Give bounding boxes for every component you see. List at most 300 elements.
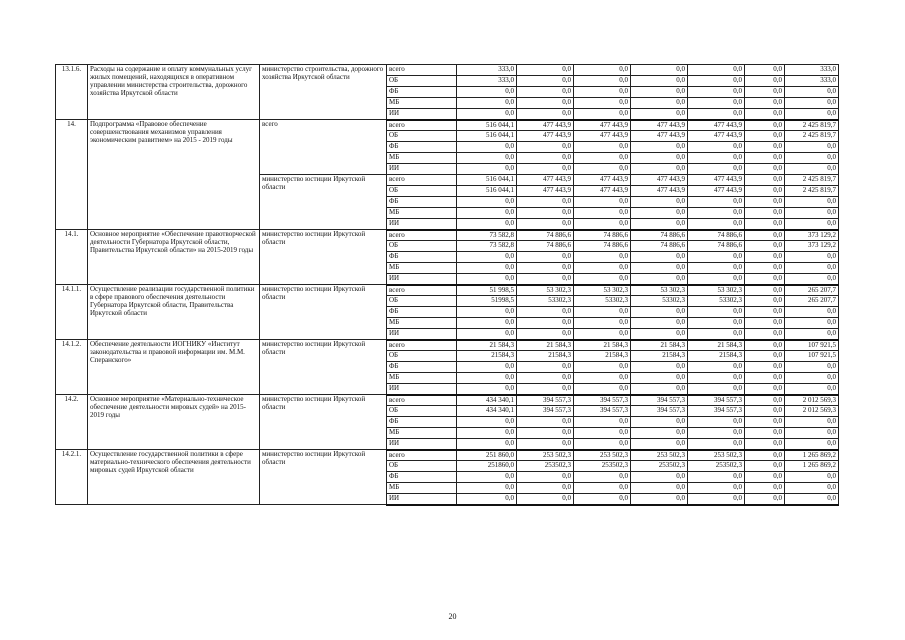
amount-cell: 2 425 819,7 bbox=[785, 120, 839, 131]
amount-cell: 253 502,3 bbox=[631, 450, 688, 461]
amount-cell: 0,0 bbox=[785, 329, 839, 340]
amount-cell: 0,0 bbox=[688, 373, 745, 384]
amount-cell: 0,0 bbox=[631, 76, 688, 87]
amount-cell: 2 425 819,7 bbox=[785, 175, 839, 186]
activity-name: Основное мероприятие «Обеспечение правотворческой деятельности Губернатора Иркутской области, Правительства Иркутской области» на 2015-2019 годы bbox=[88, 230, 260, 285]
amount-cell: 107 921,5 bbox=[785, 340, 839, 351]
amount-cell: 0,0 bbox=[785, 483, 839, 494]
amount-cell: 477 443,9 bbox=[631, 186, 688, 197]
amount-cell: 0,0 bbox=[574, 76, 631, 87]
amount-cell: 516 044,1 bbox=[457, 120, 517, 131]
amount-cell: 51998,5 bbox=[457, 296, 517, 307]
amount-cell: 0,0 bbox=[517, 373, 574, 384]
amount-cell: 0,0 bbox=[745, 197, 785, 208]
amount-cell: 0,0 bbox=[517, 274, 574, 285]
amount-cell: 74 886,6 bbox=[688, 241, 745, 252]
activity-name: Основное мероприятие «Материально-техническое обеспечение деятельности мировых судей» на 2015-2019 годы bbox=[88, 395, 260, 450]
funding-source: ИИ bbox=[387, 384, 457, 395]
amount-cell: 251 860,0 bbox=[457, 450, 517, 461]
funding-source: ОБ bbox=[387, 406, 457, 417]
amount-cell: 265 207,7 bbox=[785, 296, 839, 307]
amount-cell: 74 886,6 bbox=[517, 241, 574, 252]
amount-cell: 0,0 bbox=[745, 175, 785, 186]
amount-cell: 0,0 bbox=[574, 98, 631, 109]
amount-cell: 253502,3 bbox=[688, 461, 745, 472]
funding-source: всего bbox=[387, 175, 457, 186]
amount-cell: 0,0 bbox=[631, 109, 688, 120]
amount-cell: 0,0 bbox=[574, 472, 631, 483]
amount-cell: 0,0 bbox=[745, 76, 785, 87]
amount-cell: 0,0 bbox=[517, 153, 574, 164]
amount-cell: 0,0 bbox=[745, 351, 785, 362]
amount-cell: 0,0 bbox=[631, 384, 688, 395]
amount-cell: 1 265 869,2 bbox=[785, 450, 839, 461]
amount-cell: 0,0 bbox=[574, 483, 631, 494]
amount-cell: 0,0 bbox=[631, 373, 688, 384]
amount-cell: 0,0 bbox=[574, 417, 631, 428]
amount-cell: 0,0 bbox=[785, 472, 839, 483]
amount-cell: 333,0 bbox=[785, 65, 839, 76]
amount-cell: 477 443,9 bbox=[574, 175, 631, 186]
amount-cell: 0,0 bbox=[745, 186, 785, 197]
funding-source: ИИ bbox=[387, 329, 457, 340]
amount-cell: 0,0 bbox=[631, 219, 688, 230]
amount-cell: 0,0 bbox=[688, 98, 745, 109]
amount-cell: 1 265 869,2 bbox=[785, 461, 839, 472]
amount-cell: 0,0 bbox=[688, 76, 745, 87]
amount-cell: 0,0 bbox=[785, 362, 839, 373]
amount-cell: 0,0 bbox=[745, 252, 785, 263]
amount-cell: 477 443,9 bbox=[688, 131, 745, 142]
amount-cell: 0,0 bbox=[631, 439, 688, 450]
amount-cell: 0,0 bbox=[457, 439, 517, 450]
amount-cell: 0,0 bbox=[785, 208, 839, 219]
amount-cell: 0,0 bbox=[745, 384, 785, 395]
amount-cell: 477 443,9 bbox=[517, 131, 574, 142]
funding-source: всего bbox=[387, 340, 457, 351]
amount-cell: 477 443,9 bbox=[631, 131, 688, 142]
amount-cell: 0,0 bbox=[574, 274, 631, 285]
amount-cell: 0,0 bbox=[745, 340, 785, 351]
amount-cell: 0,0 bbox=[745, 219, 785, 230]
amount-cell: 0,0 bbox=[745, 230, 785, 241]
amount-cell: 394 557,3 bbox=[517, 406, 574, 417]
executor: министерство юстиции Иркутской области bbox=[260, 285, 387, 340]
funding-source: ОБ bbox=[387, 241, 457, 252]
amount-cell: 0,0 bbox=[574, 87, 631, 98]
amount-cell: 0,0 bbox=[457, 208, 517, 219]
amount-cell: 477 443,9 bbox=[688, 120, 745, 131]
amount-cell: 333,0 bbox=[457, 65, 517, 76]
funding-source: ФБ bbox=[387, 252, 457, 263]
funding-source: ФБ bbox=[387, 197, 457, 208]
funding-source: ОБ bbox=[387, 296, 457, 307]
funding-source: ИИ bbox=[387, 439, 457, 450]
amount-cell: 0,0 bbox=[785, 494, 839, 505]
amount-cell: 74 886,6 bbox=[631, 230, 688, 241]
amount-cell: 0,0 bbox=[688, 428, 745, 439]
amount-cell: 53302,3 bbox=[688, 296, 745, 307]
amount-cell: 0,0 bbox=[631, 428, 688, 439]
funding-source: ИИ bbox=[387, 164, 457, 175]
amount-cell: 0,0 bbox=[745, 461, 785, 472]
amount-cell: 0,0 bbox=[631, 263, 688, 274]
amount-cell: 0,0 bbox=[457, 362, 517, 373]
amount-cell: 0,0 bbox=[785, 98, 839, 109]
amount-cell: 0,0 bbox=[517, 483, 574, 494]
funding-source: МБ bbox=[387, 208, 457, 219]
amount-cell: 0,0 bbox=[517, 329, 574, 340]
amount-cell: 0,0 bbox=[745, 164, 785, 175]
amount-cell: 0,0 bbox=[688, 384, 745, 395]
amount-cell: 0,0 bbox=[631, 329, 688, 340]
amount-cell: 21584,3 bbox=[688, 351, 745, 362]
amount-cell: 477 443,9 bbox=[688, 186, 745, 197]
amount-cell: 0,0 bbox=[785, 373, 839, 384]
amount-cell: 0,0 bbox=[745, 153, 785, 164]
executor: всего bbox=[260, 120, 387, 175]
amount-cell: 0,0 bbox=[688, 208, 745, 219]
amount-cell: 74 886,6 bbox=[574, 241, 631, 252]
amount-cell: 0,0 bbox=[745, 65, 785, 76]
amount-cell: 477 443,9 bbox=[631, 175, 688, 186]
amount-cell: 394 557,3 bbox=[631, 406, 688, 417]
amount-cell: 0,0 bbox=[574, 362, 631, 373]
amount-cell: 0,0 bbox=[785, 263, 839, 274]
funding-source: всего bbox=[387, 450, 457, 461]
amount-cell: 73 582,8 bbox=[457, 241, 517, 252]
amount-cell: 0,0 bbox=[574, 439, 631, 450]
amount-cell: 0,0 bbox=[745, 329, 785, 340]
amount-cell: 21584,3 bbox=[517, 351, 574, 362]
amount-cell: 0,0 bbox=[688, 417, 745, 428]
amount-cell: 0,0 bbox=[517, 439, 574, 450]
amount-cell: 0,0 bbox=[457, 384, 517, 395]
amount-cell: 477 443,9 bbox=[574, 131, 631, 142]
amount-cell: 0,0 bbox=[785, 153, 839, 164]
funding-source: МБ bbox=[387, 318, 457, 329]
amount-cell: 477 443,9 bbox=[517, 186, 574, 197]
amount-cell: 0,0 bbox=[745, 98, 785, 109]
amount-cell: 516 044,1 bbox=[457, 186, 517, 197]
amount-cell: 0,0 bbox=[574, 142, 631, 153]
amount-cell: 0,0 bbox=[457, 142, 517, 153]
amount-cell: 2 425 819,7 bbox=[785, 131, 839, 142]
amount-cell: 0,0 bbox=[631, 472, 688, 483]
activity-name: Расходы на содержание и оплату коммунальных услуг жилых помещений, находящихся в оперативном управлении министерства строительства, дорожного хозяйства Иркутской области bbox=[88, 65, 260, 120]
amount-cell: 0,0 bbox=[785, 197, 839, 208]
funding-source: ОБ bbox=[387, 186, 457, 197]
amount-cell: 0,0 bbox=[688, 307, 745, 318]
amount-cell: 0,0 bbox=[517, 252, 574, 263]
amount-cell: 253 502,3 bbox=[517, 450, 574, 461]
amount-cell: 0,0 bbox=[517, 494, 574, 505]
amount-cell: 2 425 819,7 bbox=[785, 186, 839, 197]
amount-cell: 0,0 bbox=[517, 384, 574, 395]
amount-cell: 0,0 bbox=[517, 76, 574, 87]
amount-cell: 253502,3 bbox=[517, 461, 574, 472]
amount-cell: 0,0 bbox=[457, 153, 517, 164]
amount-cell: 0,0 bbox=[517, 65, 574, 76]
amount-cell: 253 502,3 bbox=[574, 450, 631, 461]
table-row bbox=[56, 285, 839, 296]
amount-cell: 0,0 bbox=[457, 197, 517, 208]
amount-cell: 0,0 bbox=[574, 373, 631, 384]
amount-cell: 0,0 bbox=[745, 395, 785, 406]
funding-source: ФБ bbox=[387, 417, 457, 428]
amount-cell: 0,0 bbox=[785, 252, 839, 263]
amount-cell: 0,0 bbox=[517, 142, 574, 153]
funding-source: всего bbox=[387, 285, 457, 296]
amount-cell: 0,0 bbox=[574, 307, 631, 318]
amount-cell: 253502,3 bbox=[631, 461, 688, 472]
amount-cell: 0,0 bbox=[574, 428, 631, 439]
amount-cell: 0,0 bbox=[745, 373, 785, 384]
amount-cell: 73 582,8 bbox=[457, 230, 517, 241]
amount-cell: 0,0 bbox=[517, 98, 574, 109]
amount-cell: 0,0 bbox=[457, 252, 517, 263]
amount-cell: 0,0 bbox=[688, 439, 745, 450]
amount-cell: 251860,0 bbox=[457, 461, 517, 472]
amount-cell: 0,0 bbox=[745, 406, 785, 417]
amount-cell: 0,0 bbox=[785, 307, 839, 318]
amount-cell: 0,0 bbox=[745, 274, 785, 285]
amount-cell: 0,0 bbox=[457, 483, 517, 494]
table-row bbox=[56, 120, 839, 131]
funding-source: ФБ bbox=[387, 87, 457, 98]
amount-cell: 53 302,3 bbox=[688, 285, 745, 296]
amount-cell: 0,0 bbox=[631, 252, 688, 263]
amount-cell: 0,0 bbox=[631, 362, 688, 373]
amount-cell: 477 443,9 bbox=[517, 120, 574, 131]
amount-cell: 0,0 bbox=[457, 318, 517, 329]
amount-cell: 0,0 bbox=[745, 109, 785, 120]
amount-cell: 0,0 bbox=[745, 87, 785, 98]
amount-cell: 0,0 bbox=[785, 428, 839, 439]
funding-source: ИИ bbox=[387, 274, 457, 285]
amount-cell: 0,0 bbox=[631, 274, 688, 285]
amount-cell: 265 207,7 bbox=[785, 285, 839, 296]
amount-cell: 53 302,3 bbox=[517, 285, 574, 296]
amount-cell: 0,0 bbox=[457, 109, 517, 120]
amount-cell: 0,0 bbox=[688, 274, 745, 285]
amount-cell: 0,0 bbox=[517, 263, 574, 274]
funding-source: всего bbox=[387, 230, 457, 241]
amount-cell: 0,0 bbox=[574, 219, 631, 230]
amount-cell: 0,0 bbox=[745, 494, 785, 505]
activity-name: Обеспечение деятельности ИОГНИКУ «Институт законодательства и правовой информации им. М.М. Сперанского» bbox=[88, 340, 260, 395]
funding-source: ОБ bbox=[387, 131, 457, 142]
amount-cell: 0,0 bbox=[688, 65, 745, 76]
amount-cell: 0,0 bbox=[785, 164, 839, 175]
table-row bbox=[56, 395, 839, 406]
funding-source: ИИ bbox=[387, 494, 457, 505]
amount-cell: 0,0 bbox=[574, 263, 631, 274]
amount-cell: 0,0 bbox=[631, 208, 688, 219]
page-number: 20 bbox=[448, 612, 457, 621]
funding-source: МБ bbox=[387, 428, 457, 439]
amount-cell: 0,0 bbox=[457, 329, 517, 340]
funding-source: ОБ bbox=[387, 76, 457, 87]
amount-cell: 21584,3 bbox=[574, 351, 631, 362]
amount-cell: 0,0 bbox=[688, 263, 745, 274]
activity-name: Осуществление реализации государственной политики в сфере правового обеспечения деятельности Губернатора Иркутской области, Правительства Иркутской области bbox=[88, 285, 260, 340]
amount-cell: 0,0 bbox=[517, 428, 574, 439]
amount-cell: 0,0 bbox=[574, 329, 631, 340]
executor: министерство юстиции Иркутской области bbox=[260, 230, 387, 285]
amount-cell: 0,0 bbox=[745, 439, 785, 450]
amount-cell: 0,0 bbox=[745, 285, 785, 296]
amount-cell: 21 584,3 bbox=[688, 340, 745, 351]
amount-cell: 0,0 bbox=[785, 318, 839, 329]
amount-cell: 394 557,3 bbox=[574, 406, 631, 417]
amount-cell: 0,0 bbox=[785, 439, 839, 450]
amount-cell: 0,0 bbox=[517, 318, 574, 329]
amount-cell: 0,0 bbox=[457, 472, 517, 483]
amount-cell: 0,0 bbox=[517, 164, 574, 175]
amount-cell: 477 443,9 bbox=[631, 120, 688, 131]
amount-cell: 333,0 bbox=[785, 76, 839, 87]
amount-cell: 21 584,3 bbox=[517, 340, 574, 351]
amount-cell: 0,0 bbox=[517, 307, 574, 318]
funding-source: МБ bbox=[387, 153, 457, 164]
funding-source: всего bbox=[387, 65, 457, 76]
amount-cell: 53302,3 bbox=[517, 296, 574, 307]
amount-cell: 516 044,1 bbox=[457, 131, 517, 142]
funding-source: МБ bbox=[387, 483, 457, 494]
amount-cell: 0,0 bbox=[745, 483, 785, 494]
amount-cell: 0,0 bbox=[785, 417, 839, 428]
amount-cell: 0,0 bbox=[745, 120, 785, 131]
amount-cell: 0,0 bbox=[785, 219, 839, 230]
amount-cell: 0,0 bbox=[517, 109, 574, 120]
amount-cell: 0,0 bbox=[785, 109, 839, 120]
executor: министерство юстиции Иркутской области bbox=[260, 395, 387, 450]
amount-cell: 0,0 bbox=[517, 219, 574, 230]
amount-cell: 74 886,6 bbox=[517, 230, 574, 241]
amount-cell: 0,0 bbox=[688, 142, 745, 153]
executor: министерство юстиции Иркутской области bbox=[260, 175, 387, 230]
funding-source: ФБ bbox=[387, 362, 457, 373]
amount-cell: 0,0 bbox=[785, 87, 839, 98]
amount-cell: 0,0 bbox=[574, 318, 631, 329]
amount-cell: 0,0 bbox=[631, 98, 688, 109]
amount-cell: 74 886,6 bbox=[574, 230, 631, 241]
amount-cell: 373 129,2 bbox=[785, 241, 839, 252]
amount-cell: 394 557,3 bbox=[688, 395, 745, 406]
amount-cell: 0,0 bbox=[745, 241, 785, 252]
amount-cell: 74 886,6 bbox=[631, 241, 688, 252]
amount-cell: 0,0 bbox=[574, 197, 631, 208]
amount-cell: 0,0 bbox=[745, 131, 785, 142]
amount-cell: 0,0 bbox=[517, 417, 574, 428]
amount-cell: 477 443,9 bbox=[574, 120, 631, 131]
amount-cell: 0,0 bbox=[688, 153, 745, 164]
amount-cell: 0,0 bbox=[745, 208, 785, 219]
amount-cell: 21 584,3 bbox=[457, 340, 517, 351]
funding-source: ИИ bbox=[387, 109, 457, 120]
executor: министерство юстиции Иркутской области bbox=[260, 340, 387, 395]
amount-cell: 333,0 bbox=[457, 76, 517, 87]
amount-cell: 0,0 bbox=[631, 318, 688, 329]
amount-cell: 0,0 bbox=[517, 472, 574, 483]
amount-cell: 394 557,3 bbox=[631, 395, 688, 406]
amount-cell: 0,0 bbox=[574, 65, 631, 76]
amount-cell: 0,0 bbox=[688, 252, 745, 263]
amount-cell: 0,0 bbox=[574, 153, 631, 164]
amount-cell: 0,0 bbox=[517, 197, 574, 208]
amount-cell: 0,0 bbox=[517, 87, 574, 98]
amount-cell: 53 302,3 bbox=[631, 285, 688, 296]
amount-cell: 0,0 bbox=[574, 109, 631, 120]
amount-cell: 477 443,9 bbox=[574, 186, 631, 197]
amount-cell: 0,0 bbox=[574, 164, 631, 175]
table-body bbox=[56, 65, 839, 505]
amount-cell: 0,0 bbox=[688, 483, 745, 494]
amount-cell: 0,0 bbox=[688, 472, 745, 483]
amount-cell: 0,0 bbox=[457, 417, 517, 428]
amount-cell: 0,0 bbox=[517, 208, 574, 219]
amount-cell: 477 443,9 bbox=[517, 175, 574, 186]
funding-source: ИИ bbox=[387, 219, 457, 230]
amount-cell: 0,0 bbox=[745, 428, 785, 439]
funding-source: МБ bbox=[387, 263, 457, 274]
budget-table bbox=[55, 64, 839, 506]
amount-cell: 394 557,3 bbox=[688, 406, 745, 417]
amount-cell: 53302,3 bbox=[631, 296, 688, 307]
row-code: 14.1.1. bbox=[56, 285, 88, 340]
amount-cell: 53 302,3 bbox=[574, 285, 631, 296]
table-row bbox=[56, 340, 839, 351]
amount-cell: 21584,3 bbox=[457, 351, 517, 362]
funding-source: всего bbox=[387, 120, 457, 131]
funding-source: ФБ bbox=[387, 307, 457, 318]
funding-source: всего bbox=[387, 395, 457, 406]
funding-source: ОБ bbox=[387, 461, 457, 472]
amount-cell: 0,0 bbox=[745, 472, 785, 483]
amount-cell: 0,0 bbox=[631, 65, 688, 76]
amount-cell: 394 557,3 bbox=[574, 395, 631, 406]
amount-cell: 373 129,2 bbox=[785, 230, 839, 241]
amount-cell: 0,0 bbox=[631, 483, 688, 494]
row-code: 14. bbox=[56, 120, 88, 230]
amount-cell: 51 998,5 bbox=[457, 285, 517, 296]
amount-cell: 0,0 bbox=[745, 362, 785, 373]
amount-cell: 0,0 bbox=[631, 153, 688, 164]
amount-cell: 2 012 569,3 bbox=[785, 406, 839, 417]
amount-cell: 0,0 bbox=[688, 219, 745, 230]
amount-cell: 0,0 bbox=[745, 307, 785, 318]
amount-cell: 0,0 bbox=[457, 219, 517, 230]
funding-source: ФБ bbox=[387, 142, 457, 153]
amount-cell: 0,0 bbox=[574, 208, 631, 219]
table-row bbox=[56, 65, 839, 76]
amount-cell: 516 044,1 bbox=[457, 175, 517, 186]
amount-cell: 0,0 bbox=[688, 109, 745, 120]
amount-cell: 0,0 bbox=[745, 318, 785, 329]
amount-cell: 21 584,3 bbox=[574, 340, 631, 351]
amount-cell: 0,0 bbox=[574, 252, 631, 263]
row-code: 14.2. bbox=[56, 395, 88, 450]
amount-cell: 0,0 bbox=[631, 197, 688, 208]
amount-cell: 0,0 bbox=[688, 494, 745, 505]
amount-cell: 53302,3 bbox=[574, 296, 631, 307]
amount-cell: 0,0 bbox=[457, 87, 517, 98]
amount-cell: 434 340,1 bbox=[457, 406, 517, 417]
amount-cell: 0,0 bbox=[785, 384, 839, 395]
amount-cell: 0,0 bbox=[631, 164, 688, 175]
activity-name: Подпрограмма «Правовое обеспечение совершенствования механизмов управления экономическим развитием» на 2015 - 2019 годы bbox=[88, 120, 260, 230]
